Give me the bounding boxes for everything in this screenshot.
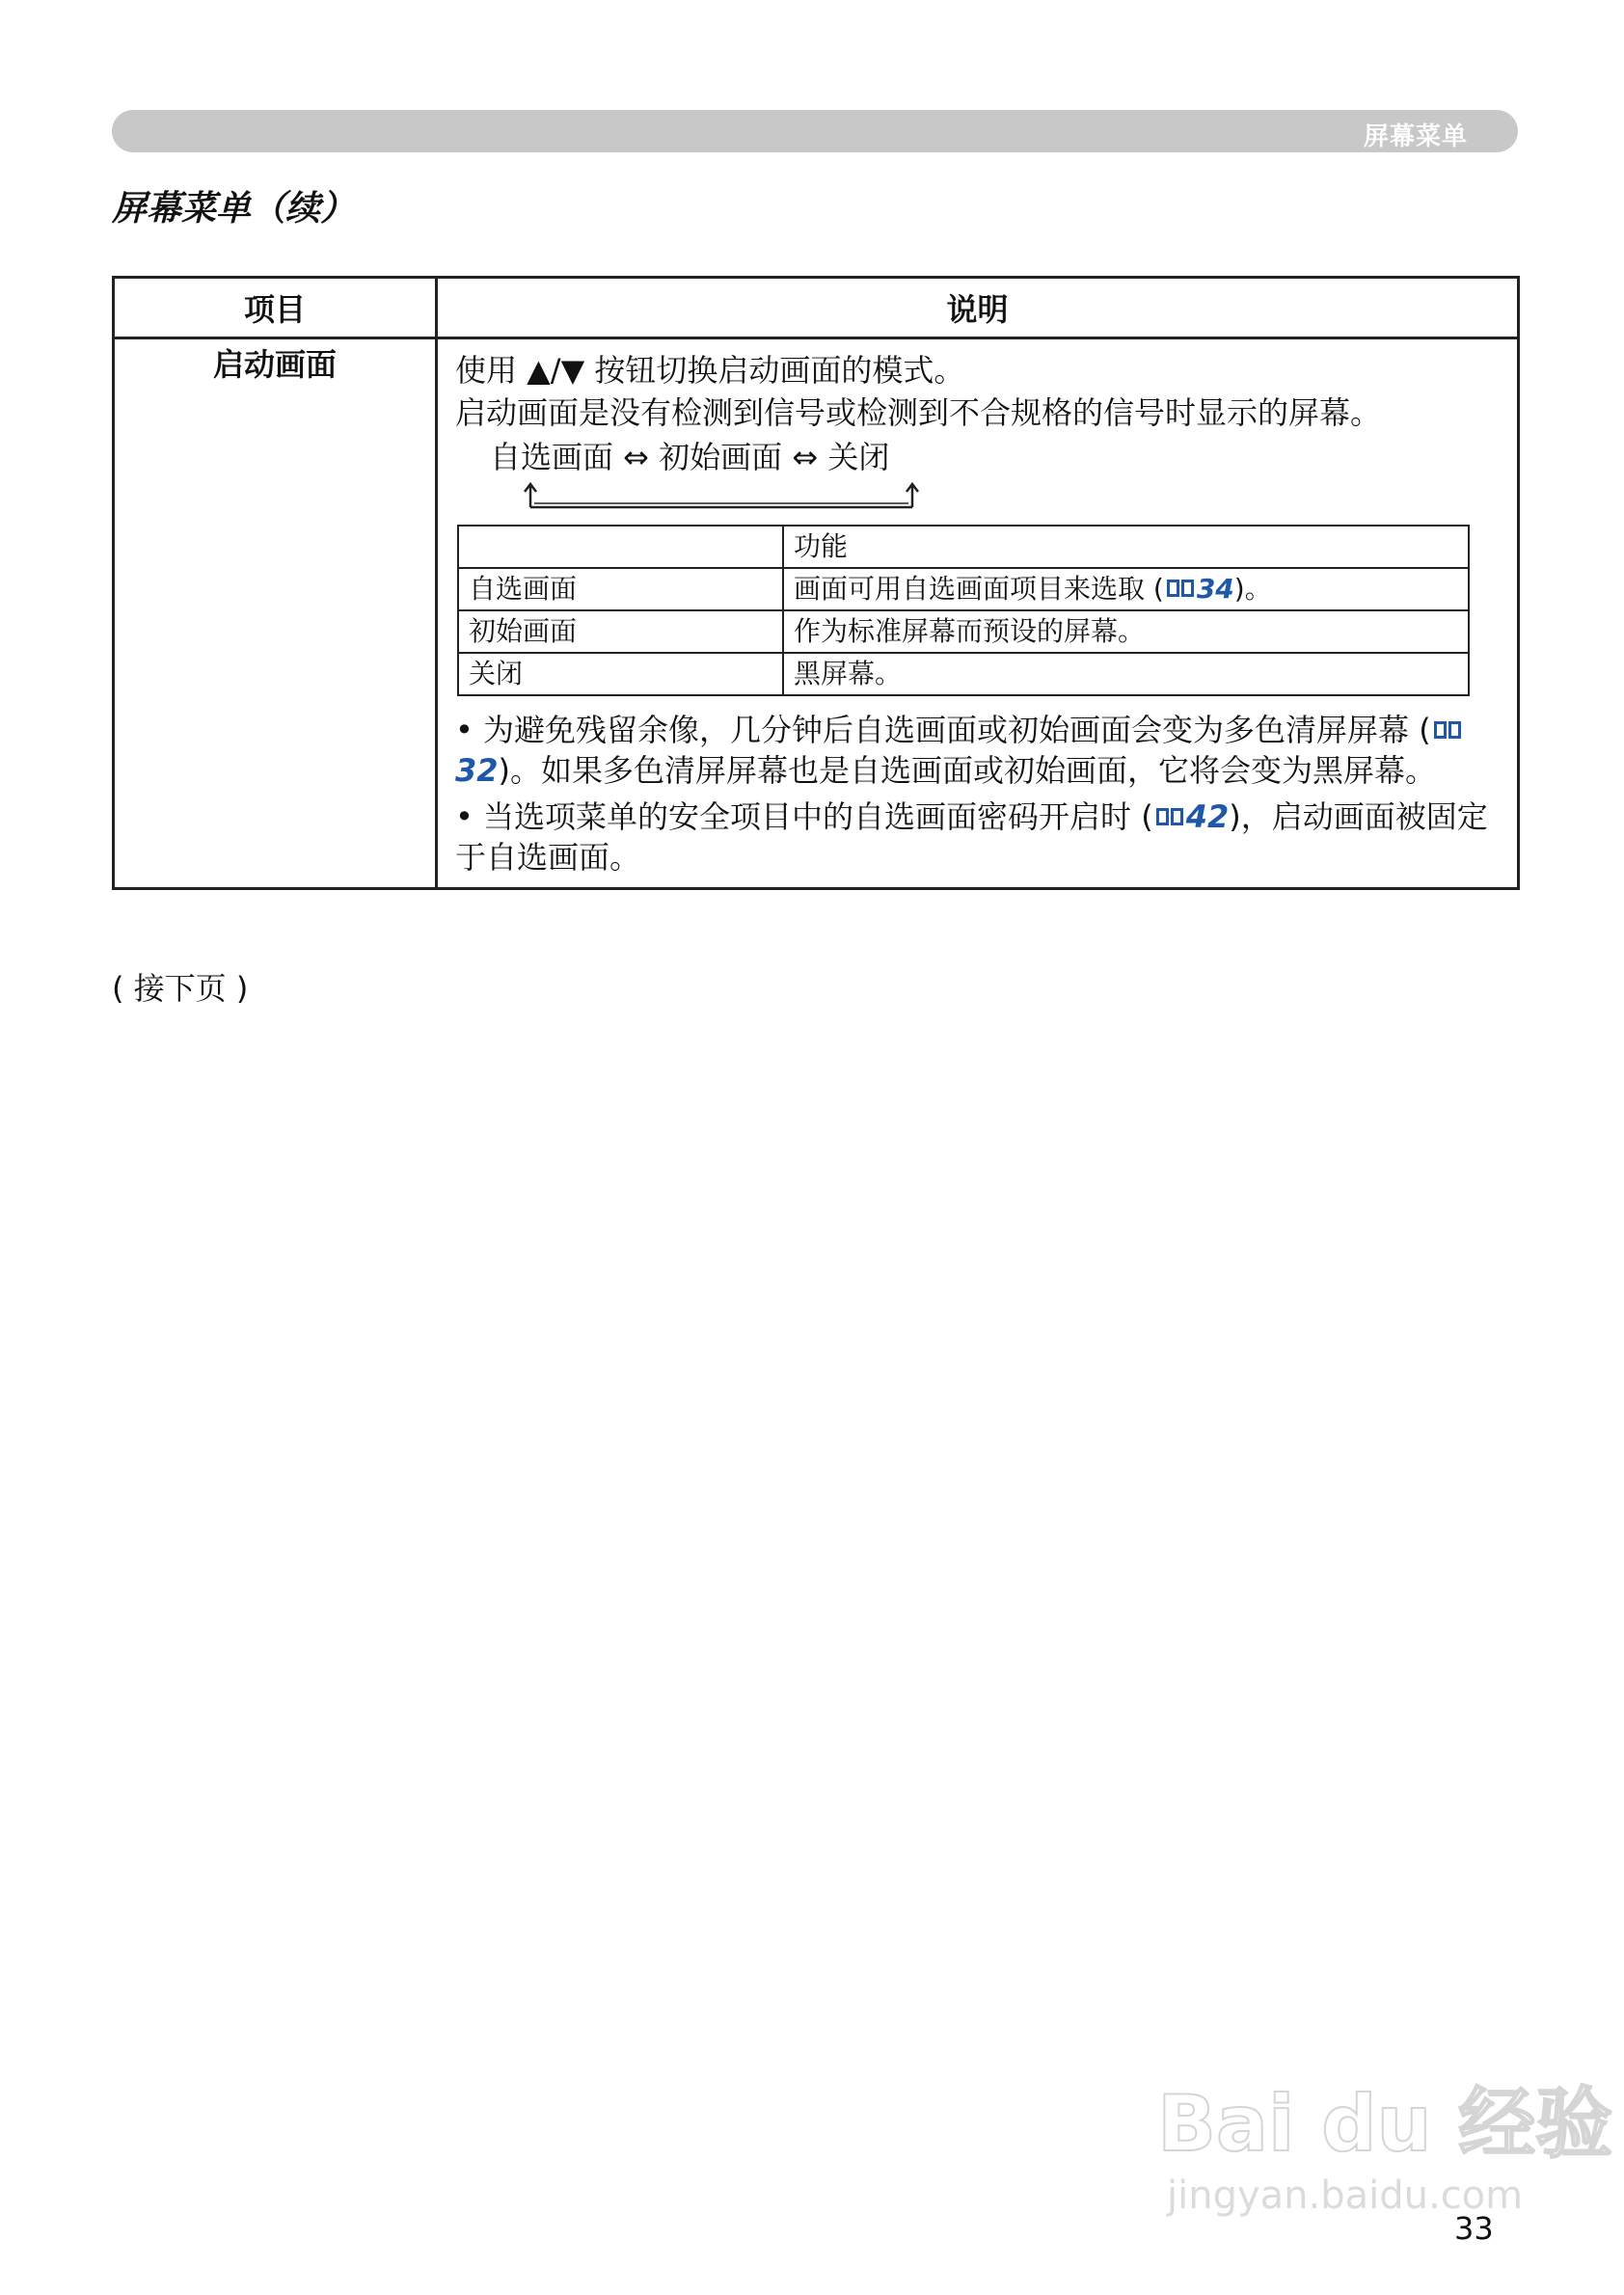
item-description — [437, 338, 1519, 889]
header-title: 屏幕菜单 — [1363, 122, 1468, 151]
watermark-url: jingyan.baidu.com — [1167, 2174, 1524, 2218]
mode-cycle: 自选画面 ⇔ 初始画面 ⇔ 关闭 — [490, 439, 890, 475]
baidu-watermark — [1157, 2064, 1613, 2218]
table-header-row — [114, 278, 1519, 338]
mode-name: 关闭 — [458, 653, 783, 695]
description-line-1: 使用 ▲/▼ 按钮切换启动画面的模式。 — [455, 352, 965, 389]
column-header-item: 项目 — [114, 278, 437, 338]
header-bar — [112, 110, 1518, 152]
sub-header-empty — [458, 526, 783, 568]
table-row — [114, 338, 1519, 889]
table-row — [458, 568, 1469, 610]
column-header-description: 说明 — [437, 278, 1519, 338]
note-2-text-b: )，启动画面被固定于自选画面。 — [455, 798, 1488, 876]
cycle-return-arrow — [523, 478, 928, 511]
mode-function: 作为标准屏幕而预设的屏幕。 — [783, 610, 1469, 653]
mode-function — [783, 568, 1469, 610]
note-1-text-b: )。如果多色清屏屏幕也是自选画面或初始画面，它将会变为黑屏幕。 — [498, 752, 1437, 789]
book-icon — [1155, 806, 1184, 827]
mode-function-text: 画面可用自选画面项目来选取 ( — [794, 573, 1164, 605]
mode-name: 自选画面 — [458, 568, 783, 610]
mode-function-tail: )。 — [1233, 573, 1272, 605]
note-2 — [455, 796, 1502, 878]
mode-function: 黑屏幕。 — [783, 653, 1469, 695]
book-icon — [1166, 578, 1195, 599]
table-row — [458, 610, 1469, 653]
page-number: 33 — [1454, 2210, 1494, 2247]
mode-function-table — [457, 525, 1470, 696]
continued-note: ( 接下页 ) — [112, 970, 249, 1007]
section-title: 屏幕菜单（续） — [112, 189, 356, 229]
page-reference[interactable]: 34 — [1196, 573, 1234, 605]
page-reference[interactable]: 32 — [455, 752, 499, 789]
book-icon — [1433, 719, 1462, 741]
description-line-2: 启动画面是没有检测到信号或检测到不合规格的信号时显示的屏幕。 — [455, 394, 1382, 431]
note-2-text-a: • 当选项菜单的安全项目中的自选画面密码开启时 ( — [455, 798, 1153, 835]
mode-name: 初始画面 — [458, 610, 783, 653]
note-1-text-a: • 为避免残留余像，几分钟后自选画面或初始画面会变为多色清屏屏幕 ( — [455, 712, 1431, 748]
table-row — [458, 653, 1469, 695]
note-1 — [455, 710, 1502, 791]
sub-table-header — [458, 526, 1469, 568]
menu-table — [112, 276, 1520, 890]
watermark-brand: Bai du 经验 — [1157, 2079, 1613, 2169]
page-reference[interactable]: 42 — [1185, 798, 1230, 835]
sub-header-function: 功能 — [783, 526, 1469, 568]
item-name: 启动画面 — [114, 338, 437, 889]
